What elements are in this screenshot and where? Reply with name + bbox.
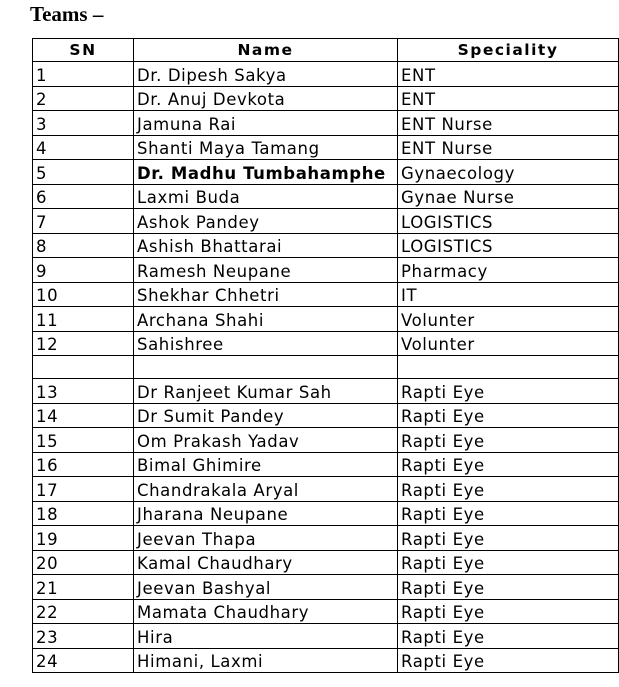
sn-cell: 16: [33, 452, 134, 477]
table-row: [33, 501, 619, 526]
sn-cell: 15: [33, 428, 134, 453]
table-row: [33, 575, 619, 600]
table-body: [33, 62, 619, 673]
sn-cell: 12: [33, 331, 134, 356]
sn-cell: 10: [33, 282, 134, 307]
empty-cell: [33, 356, 134, 379]
sn-cell: 22: [33, 599, 134, 624]
speciality-cell: Gynae Nurse: [398, 184, 619, 209]
speciality-cell: ENT: [398, 86, 619, 111]
sn-cell: 3: [33, 111, 134, 136]
name-cell: Himani, Laxmi: [134, 648, 398, 673]
speciality-cell: ENT Nurse: [398, 111, 619, 136]
speciality-cell: Rapti Eye: [398, 526, 619, 551]
speciality-cell: Rapti Eye: [398, 452, 619, 477]
table-row: [33, 452, 619, 477]
name-cell: Dr. Dipesh Sakya: [134, 62, 398, 87]
name-cell: Jeevan Thapa: [134, 526, 398, 551]
name-cell: Jeevan Bashyal: [134, 575, 398, 600]
table-row: [33, 62, 619, 87]
table-row: [33, 648, 619, 673]
empty-cell: [134, 356, 398, 379]
name-cell: Hira: [134, 624, 398, 649]
table-row: [33, 184, 619, 209]
sn-cell: 13: [33, 379, 134, 404]
speciality-cell: Rapti Eye: [398, 501, 619, 526]
speciality-cell: Rapti Eye: [398, 599, 619, 624]
speciality-cell: Rapti Eye: [398, 648, 619, 673]
table-row: [33, 111, 619, 136]
speciality-cell: LOGISTICS: [398, 209, 619, 234]
table-row: [33, 526, 619, 551]
name-cell: Kamal Chaudhary: [134, 550, 398, 575]
table-row: [33, 477, 619, 502]
speciality-cell: Rapti Eye: [398, 575, 619, 600]
speciality-cell: Gynaecology: [398, 160, 619, 185]
column-header-speciality: Speciality: [398, 39, 619, 62]
sn-cell: 11: [33, 307, 134, 332]
sn-cell: 17: [33, 477, 134, 502]
name-cell: Dr Sumit Pandey: [134, 403, 398, 428]
table-row: [33, 233, 619, 258]
name-cell: Sahishree: [134, 331, 398, 356]
sn-cell: 4: [33, 135, 134, 160]
table-row: [33, 86, 619, 111]
name-cell: Archana Shahi: [134, 307, 398, 332]
sn-cell: 5: [33, 160, 134, 185]
sn-cell: 23: [33, 624, 134, 649]
sn-cell: 24: [33, 648, 134, 673]
name-cell: Dr. Anuj Devkota: [134, 86, 398, 111]
speciality-cell: Rapti Eye: [398, 624, 619, 649]
speciality-cell: IT: [398, 282, 619, 307]
name-cell: Laxmi Buda: [134, 184, 398, 209]
page-heading: Teams –: [30, 2, 104, 26]
table-row: [33, 282, 619, 307]
sn-cell: 7: [33, 209, 134, 234]
sn-cell: 1: [33, 62, 134, 87]
speciality-cell: Rapti Eye: [398, 550, 619, 575]
spacer-row: [33, 356, 619, 379]
name-cell: Shekhar Chhetri: [134, 282, 398, 307]
table-row: [33, 209, 619, 234]
name-cell: Dr. Madhu Tumbahamphe: [134, 160, 398, 185]
table-header-row: [33, 39, 619, 62]
table-row: [33, 550, 619, 575]
speciality-cell: Rapti Eye: [398, 477, 619, 502]
name-cell: Jamuna Rai: [134, 111, 398, 136]
table-row: [33, 160, 619, 185]
table-row: [33, 307, 619, 332]
speciality-cell: ENT Nurse: [398, 135, 619, 160]
sn-cell: 6: [33, 184, 134, 209]
speciality-cell: Rapti Eye: [398, 379, 619, 404]
teams-table: [32, 38, 619, 673]
name-cell: Jharana Neupane: [134, 501, 398, 526]
speciality-cell: Pharmacy: [398, 258, 619, 283]
column-header-sn: SN: [33, 39, 134, 62]
table-row: [33, 331, 619, 356]
speciality-cell: Rapti Eye: [398, 428, 619, 453]
sn-cell: 18: [33, 501, 134, 526]
sn-cell: 19: [33, 526, 134, 551]
name-cell: Om Prakash Yadav: [134, 428, 398, 453]
name-cell: Dr Ranjeet Kumar Sah: [134, 379, 398, 404]
table-row: [33, 599, 619, 624]
name-cell: Ramesh Neupane: [134, 258, 398, 283]
name-cell: Bimal Ghimire: [134, 452, 398, 477]
sn-cell: 20: [33, 550, 134, 575]
table-row: [33, 403, 619, 428]
sn-cell: 9: [33, 258, 134, 283]
sn-cell: 21: [33, 575, 134, 600]
speciality-cell: Volunter: [398, 307, 619, 332]
table-row: [33, 258, 619, 283]
empty-cell: [398, 356, 619, 379]
speciality-cell: Rapti Eye: [398, 403, 619, 428]
speciality-cell: LOGISTICS: [398, 233, 619, 258]
sn-cell: 14: [33, 403, 134, 428]
table-row: [33, 379, 619, 404]
sn-cell: 8: [33, 233, 134, 258]
speciality-cell: ENT: [398, 62, 619, 87]
name-cell: Ashish Bhattarai: [134, 233, 398, 258]
speciality-cell: Volunter: [398, 331, 619, 356]
sn-cell: 2: [33, 86, 134, 111]
name-cell: Chandrakala Aryal: [134, 477, 398, 502]
name-cell: Shanti Maya Tamang: [134, 135, 398, 160]
table-row: [33, 428, 619, 453]
table-row: [33, 624, 619, 649]
name-cell: Mamata Chaudhary: [134, 599, 398, 624]
column-header-name: Name: [134, 39, 398, 62]
name-cell: Ashok Pandey: [134, 209, 398, 234]
table-row: [33, 135, 619, 160]
